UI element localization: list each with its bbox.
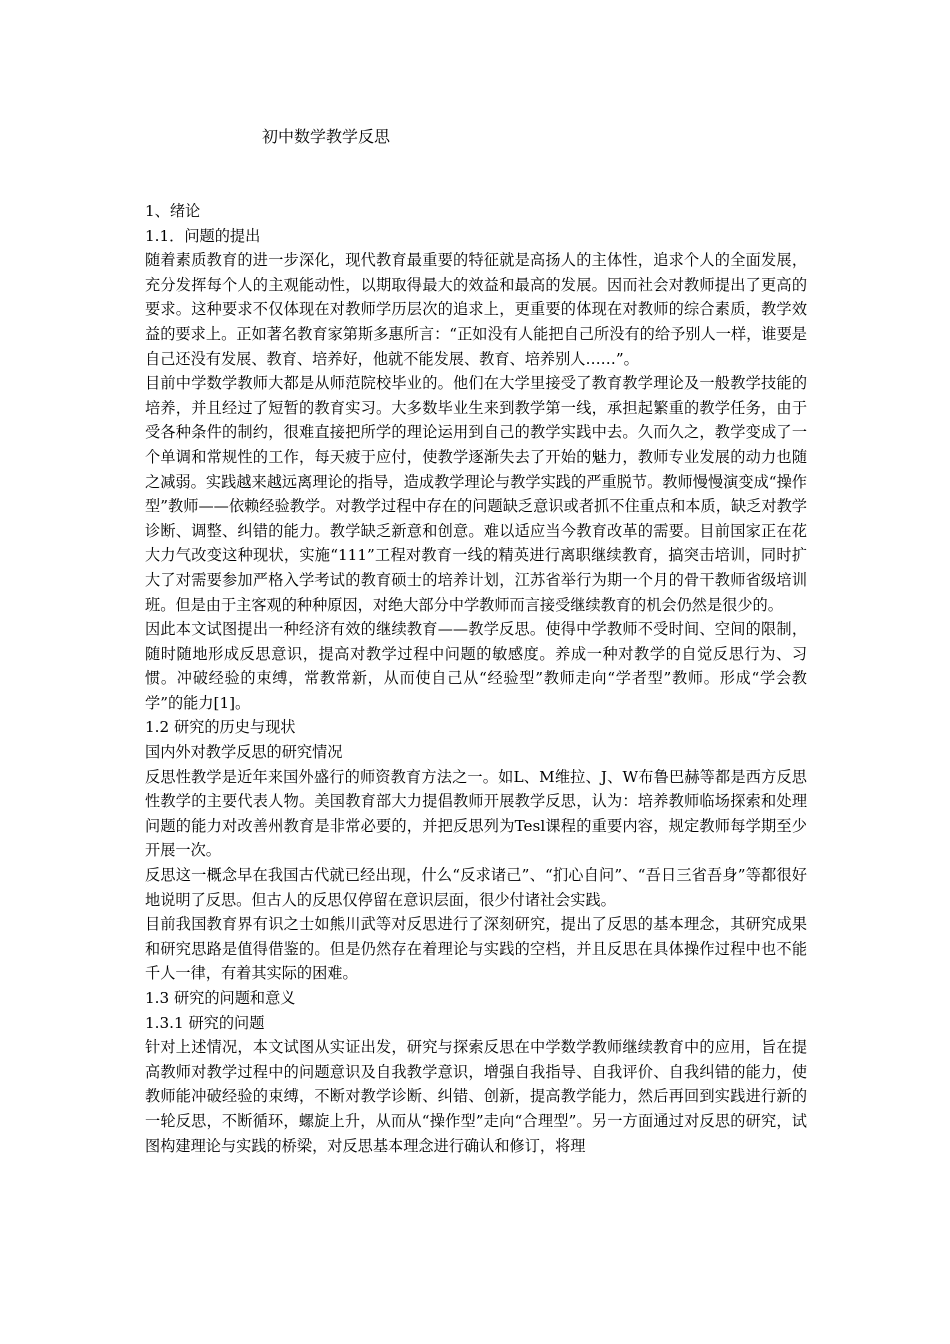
document-body xyxy=(145,199,807,1158)
section-heading-introduction: 1、绪论 xyxy=(145,202,201,220)
paragraph-domestic-research: 目前我国教育界有识之士如熊川武等对反思进行了深刻研究，提出了反思的基本理念，其研究成果和研究思路是值得借鉴的。但是仍然存在着理论与实践的空档，并且反思在具体操作过程中也不能千人一律，有着其实际的困难。 xyxy=(145,915,807,983)
paragraph-research-aims: 针对上述情况，本文试图从实证出发，研究与探索反思在中学数学教师继续教育中的应用，旨在提高教师对教学过程中的问题意识及自我教学意识，增强自我指导、自我评价、自我纠错的能力，使教师能冲破经验的束缚，不断对教学诊断、纠错、创新，提高教学能力，然后再回到实践进行新的一轮反思，不断循环，螺旋上升，从而从“操作型”走向“合理型”。另一方面通过对反思的研究，试图构建理论与实践的桥梁，对反思基本理念进行确认和修订，将理 xyxy=(145,1038,807,1155)
section-heading-history: 1.2 研究的历史与现状 xyxy=(145,718,296,737)
document-title: 初中数学教学反思 xyxy=(262,127,391,146)
paragraph-reflective-teaching-abroad: 反思性教学是近年来国外盛行的师资教育方法之一。如L、M维拉、J、W布鲁巴赫等都是西方反思性教学的主要代表人物。美国教育部大力提倡教师开展教学反思，认为：培养教师临场探索和处理问题的能力对改善州教育是非常必要的，并把反思列为Tesl课程的重要内容，规定教师每学期至少开展一次。 xyxy=(145,767,807,860)
section-heading-research-significance: 1.3 研究的问题和意义 xyxy=(145,989,296,1007)
section-heading-problem-statement: 1.1．问题的提出 xyxy=(145,226,261,245)
subheading-research-status: 国内外对教学反思的研究情况 xyxy=(145,743,343,762)
paragraph-quality-education: 随着素质教育的进一步深化，现代教育最重要的特征就是高扬人的主体性，追求个人的全面发展，充分发挥每个人的主观能动性，以期取得最大的效益和最高的发展。因而社会对教师提出了更高的要求。这种要求不仅体现在对教师学历层次的追求上，更重要的体现在对教师的综合素质，教学效益的要求上。正如著名教育家第斯多惠所言：“正如没有人能把自己所没有的给予别人一样，谁要是自己还没有发展、教育、培养好，他就不能发展、教育、培养别人……”。 xyxy=(145,251,807,368)
subheading-research-problem: 1.3.1 研究的问题 xyxy=(145,1013,265,1032)
paragraph-teaching-reflection: 因此本文试图提出一种经济有效的继续教育——教学反思。使得中学教师不受时间、空间的限制，随时随地形成反思意识，提高对教学过程中问题的敏感度。养成一种对教学的自觉反思行为、习惯。冲破经验的束缚，常教常新，从而使自己从“经验型”教师走向“学者型”教师。形成“学会教学”的能力[1]。 xyxy=(145,620,807,712)
paragraph-reflection-ancient-china: 反思这一概念早在我国古代就已经出现，什么“反求诸己”、“扪心自问”、“吾日三省吾身”等都很好地说明了反思。但古人的反思仅停留在意识层面，很少付诸社会实践。 xyxy=(145,866,807,909)
paragraph-current-teachers: 目前中学数学教师大都是从师范院校毕业的。他们在大学里接受了教育教学理论及一般教学技能的培养，并且经过了短暂的教育实习。大多数毕业生来到教学第一线，承担起繁重的教学任务，由于受各种条件的制约，很难直接把所学的理论运用到自己的教学实践中去。久而久之，教学变成了一个单调和常规性的工作，每天疲于应付，使教学逐渐失去了开始的魅力，教师专业发展的动力也随之减弱。实践越来越远离理论的指导，造成教学理论与教学实践的严重脱节。教师慢慢演变成“操作型”教师——依赖经验教学。对教学过程中存在的问题缺乏意识或者抓不住重点和本质，缺乏对教学诊断、调整、纠错的能力。教学缺乏新意和创意。难以适应当今教育改革的需要。目前国家正在花大力气改变这种现状，实施“111”工程对教育一线的精英进行离职继续教育，搞突击培训，同时扩大了对需要参加严格入学考试的教育硕士的培养计划，江苏省举行为期一个月的骨干教师省级培训班。但是由于主客观的种种原因，对绝大部分中学教师而言接受继续教育的机会仍然是很少的。 xyxy=(145,374,807,614)
